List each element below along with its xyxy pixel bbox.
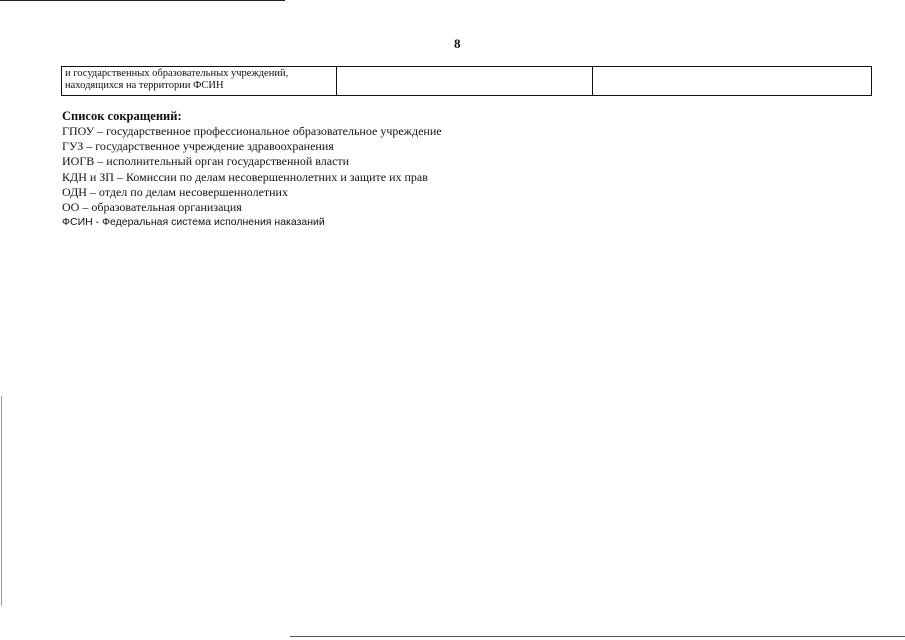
abbreviations-heading: Список сокращений:: [62, 109, 182, 123]
list-item: ГУЗ – государственное учреждение здравоохранения: [62, 139, 334, 154]
table-cell-empty: [337, 67, 593, 96]
page-number: 8: [454, 36, 461, 51]
cell-text-line: находящихся на территории ФСИН: [65, 80, 224, 91]
list-item: ИОГВ – исполнительный орган государственной власти: [62, 154, 350, 169]
cell-text-line: и государственных образовательных учреждений,: [65, 68, 289, 79]
scan-edge-left: [1, 396, 2, 606]
table-cell-description: [62, 67, 337, 96]
table-row: [62, 67, 872, 96]
abbreviations-section: [62, 109, 442, 230]
list-item: КДН и ЗП – Комиссии по делам несовершеннолетних и защите их прав: [62, 169, 428, 184]
table-cell-empty: [593, 67, 872, 96]
list-item: ОО – образовательная организация: [62, 200, 242, 215]
continuation-table: [61, 66, 872, 96]
list-item: ФСИН - Федеральная система исполнения наказаний: [62, 216, 325, 229]
list-item: ОДН – отдел по делам несовершеннолетних: [62, 184, 288, 199]
list-item: ГПОУ – государственное профессиональное образовательное учреждение: [62, 124, 442, 138]
abbreviations-list: [62, 124, 442, 230]
scan-edge-top: [0, 0, 285, 1]
scan-edge-bottom: [290, 636, 905, 637]
